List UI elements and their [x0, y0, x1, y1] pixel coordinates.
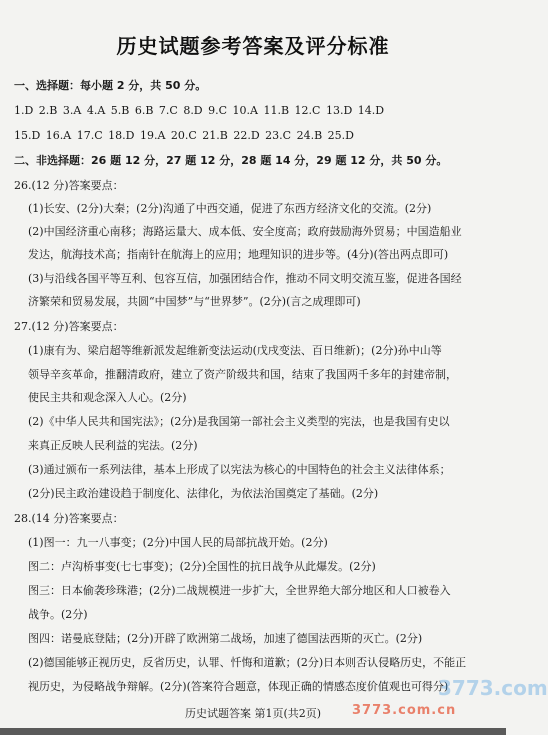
page-title: 历史试题参考答案及评分标准: [116, 34, 390, 58]
bottom-edge-bar: [0, 728, 506, 735]
q26-part1: (1)长安、(2分)大秦；(2分)沟通了中西交通，促进了东西方经济文化的交流。(2分): [28, 202, 432, 215]
q28-figure3-line1: 图三：日本偷袭珍珠港；(2分)二战规模进一步扩大，全世界绝大部分地区和人口被卷入: [28, 584, 451, 597]
q28-part2-line2: 视历史，为侵略战争辩解。(2分)(答案符合题意，体现正确的情感态度价值观也可得分): [28, 680, 449, 693]
q27-part1-line3: 使民主共和观念深入人心。(2分): [28, 391, 187, 404]
q27-part3-line2: (2分)民主政治建设趋于制度化、法律化，为依法治国奠定了基础。(2分): [28, 487, 379, 500]
q27-part2-line2: 来真正反映人民利益的宪法。(2分): [28, 439, 198, 452]
q28-figure2: 图二：卢沟桥事变(七七事变)；(2分)全国性的抗日战争从此爆发。(2分): [28, 560, 376, 573]
q26-part2-line2: 发达，航海技术高；指南针在航海上的应用；地理知识的进步等。(4分)(答出两点即可): [28, 248, 449, 261]
q26-heading: 26.(12 分)答案要点：: [14, 179, 124, 192]
q27-heading: 27.(12 分)答案要点：: [14, 320, 124, 333]
section-two-heading: 二、非选择题：26 题 12 分，27 题 12 分，28 题 14 分，29 题 12 分，共 50 分。: [14, 154, 448, 167]
watermark-url: 3773.com.cn: [352, 703, 457, 718]
q28-figure4: 图四：诺曼底登陆；(2分)开辟了欧洲第二战场，加速了德国法西斯的灭亡。(2分): [28, 632, 423, 645]
q27-part1-line1: (1)康有为、梁启超等维新派发起维新变法运动(戊戌变法、百日维新)；(2分)孙中山等: [28, 344, 442, 357]
q27-part3-line1: (3)通过颁布一系列法律，基本上形成了以宪法为核心的中国特色的社会主义法律体系；: [28, 463, 451, 476]
q28-figure1: (1)图一：九一八事变；(2分)中国人民的局部抗战开始。(2分): [28, 536, 328, 549]
section-one-heading: 一、选择题：每小题 2 分，共 50 分。: [14, 79, 207, 92]
q26-part2-line1: (2)中国经济重心南移；海路运量大、成本低、安全度高；政府鼓励海外贸易；中国造船业: [28, 225, 462, 238]
mc-answers-row-1: 1.D 2.B 3.A 4.A 5.B 6.B 7.C 8.D 9.C 10.A 11.B 12.C 13.D 14.D: [14, 104, 385, 117]
page-footer: 历史试题答案 第1页(共2页): [184, 707, 322, 720]
q28-heading: 28.(14 分)答案要点：: [14, 512, 124, 525]
q26-part3-line1: (3)与沿线各国平等互利、包容互信，加强团结合作，推动不同文明交流互鉴，促进各国经: [28, 272, 462, 285]
q28-part2-line1: (2)德国能够正视历史，反省历史，认罪、忏悔和道歉；(2分)日本则否认侵略历史，不能正: [28, 656, 467, 669]
q27-part2-line1: (2)《中华人民共和国宪法》；(2分)是我国第一部社会主义类型的宪法，也是我国有史以: [28, 415, 450, 428]
watermark-logo: 3773.com: [438, 676, 548, 700]
q28-figure3-line2: 战争。(2分): [28, 608, 88, 621]
q26-part3-line2: 济繁荣和贸易发展，共圆“中国梦”与“世界梦”。(2分)(言之成理即可): [28, 295, 361, 308]
mc-answers-row-2: 15.D 16.A 17.C 18.D 19.A 20.C 21.B 22.D 23.C 24.B 25.D: [14, 129, 354, 142]
q27-part1-line2: 领导辛亥革命，推翻清政府，建立了资产阶级共和国，结束了我国两千多年的封建帝制，: [28, 368, 457, 381]
